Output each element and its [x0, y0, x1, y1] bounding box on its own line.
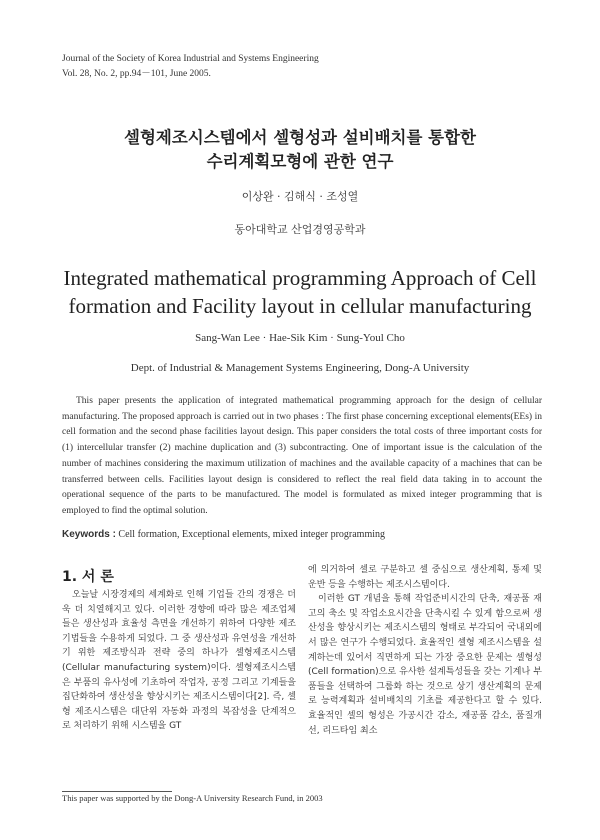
korean-title-line-1: 셀형제조시스템에서 셀형성과 설비배치를 통합한 [124, 128, 476, 147]
korean-authors: 이상완 · 김해식 · 조성열 [241, 190, 359, 203]
body-right-paragraph-1: 에 의거하여 셀로 구분하고 셀 중심으로 생산계획, 통제 및 운반 등을 수행하는 제조시스템이다. [308, 565, 542, 590]
journal-issue: Vol. 28, No. 2, pp.94－101, June 2005. [62, 69, 211, 79]
keywords [62, 529, 385, 540]
body-left-column: 오늘날 시장경제의 세계화로 인해 기업들 간의 경쟁은 더욱 더 치열해지고 있다. 이러한 경향에 따라 많은 제조업체들은 생산성과 효율성 측면을 개선하기 위하여 다양한 제조 기법들을 수용하게 되었다. 그 중 생산성과 유연성을 개선하기 위한 제조방식과 전략 중의 하나가 셀형제조시스템(Cellular manufacturing system)이다. 셀형제조시스템은 부품의 유사성에 기초하여 작업자, 공정 그리고 기계들을 집단화하여 생산성을 향상시키는 제조시스템이다[2]. 즉, 셀형 제조시스템은 대단위 자동화 과정의 복잡성을 단계적으로 처리하기 위해 시스템을 GT [62, 590, 296, 732]
abstract: This paper presents the application of integrated mathematical programming approach for the design of cellular manufacturing. The proposed approach is carried out in two phases : The first phase concerning exceptional elements(EEs) in cell formation and the second phase facilities layout design. This paper considers the total costs of three important costs for (1) intercellular transfer (2) machine duplication and (3) subcontracting. One of important issue is the calculation of the number of machines considering the maximum utilization of machines and the available capacity of a machines that can be transferred between cells. Facilities layout design is considered to reflect the real field data taking in to account the operational sequence of the parts to be manufactured. The model is formulated as mixed integer programming that is employed to find the optimal solution. [62, 396, 542, 516]
korean-title-line-2: 수리계획모형에 관한 연구 [206, 152, 394, 171]
korean-title [0, 126, 600, 174]
footnote: This paper was supported by the Dong-A University Research Fund, in 2003 [62, 793, 323, 803]
body-right-column [308, 563, 542, 738]
korean-affiliation: 동아대학교 산업경영공학과 [234, 223, 366, 236]
journal-name: Journal of the Society of Korea Industrial and Systems Engineering [62, 54, 319, 64]
keywords-text: Cell formation, Exceptional elements, mixed integer programming [118, 529, 385, 540]
english-title [0, 264, 600, 320]
english-authors: Sang-Wan Lee · Hae-Sik Kim · Sung-Youl Cho [195, 332, 405, 344]
english-affiliation: Dept. of Industrial & Management Systems Engineering, Dong-A University [130, 362, 470, 374]
journal-info [62, 52, 319, 82]
footnote-divider [62, 791, 172, 792]
section-heading: 1. 서 론 [62, 569, 114, 585]
english-title-line-1: Integrated mathematical programming Approach of Cell [63, 266, 537, 290]
keywords-label: Keywords : [62, 529, 116, 540]
body-right-paragraph-2: 이러한 GT 개념을 통해 작업준비시간의 단축, 재공품 재고의 축소 및 작업소요시간을 단축시킬 수 있게 함으로써 생산성을 향상시키는 제조시스템의 형태로 부각되어 국내외에서 많은 연구가 수행되었다. 효율적인 셀형 제조시스템을 설계하는데 있어서 직면하게 되는 가장 중요한 문제는 셀형성(Cell formation)으로 유사한 설계특성들을 갖는 기계나 부품들을 선택하여 그룹화 하는 것으로 상기 생산계획의 문제로 능력계획과 설비배치의 기초를 제공한다고 할 수 있다. 효율적인 셀의 형성은 가공시간 감소, 재공품 감소, 품질개선, 리드타임 최소 [308, 594, 542, 736]
english-title-line-2: formation and Facility layout in cellular manufacturing [68, 294, 532, 318]
